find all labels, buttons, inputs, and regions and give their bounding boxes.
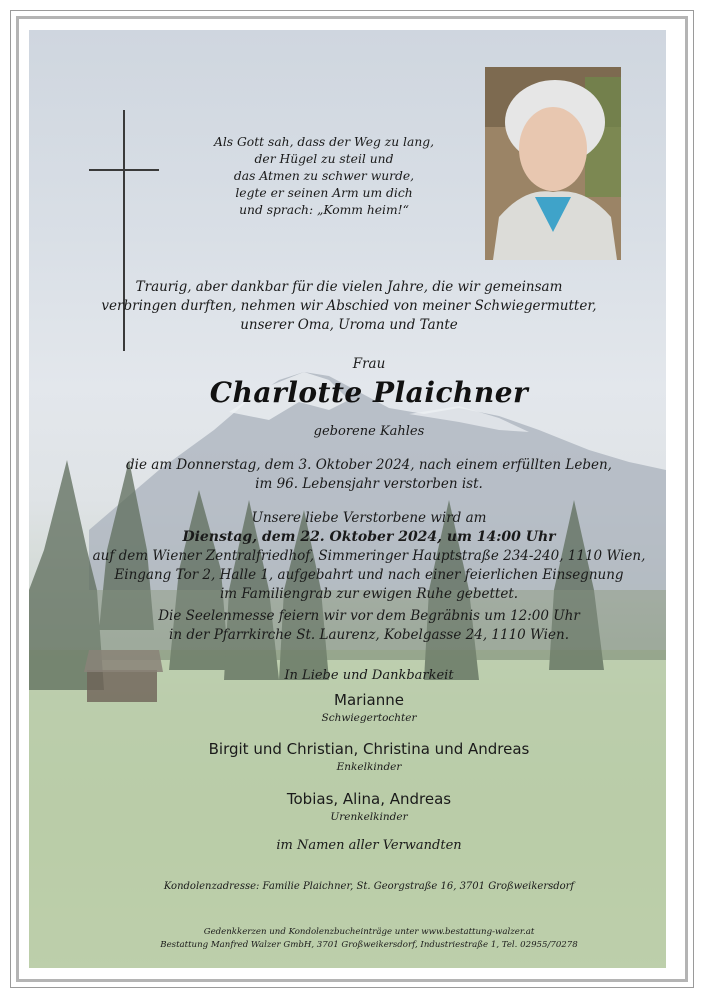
funeral-line: auf dem Wiener Zentralfriedhof, Simmeringer Hauptstraße 234-240, 1110 Wien, bbox=[92, 548, 646, 564]
deceased-name: Charlotte Plaichner bbox=[209, 376, 529, 409]
death-notice-line: im 96. Lebensjahr verstorben ist. bbox=[255, 476, 483, 492]
obituary-content bbox=[29, 30, 666, 968]
salutation: Frau bbox=[352, 356, 386, 372]
death-notice-line: die am Donnerstag, dem 3. Oktober 2024, nach einem erfüllten Leben, bbox=[126, 457, 612, 473]
funeral-info bbox=[69, 509, 666, 604]
intro-line: unserer Oma, Uroma und Tante bbox=[240, 317, 458, 333]
poem bbox=[179, 134, 469, 219]
mourner-relation: Schwiegertochter bbox=[321, 712, 417, 724]
funeral-intro: Unsere liebe Verstorbene wird am bbox=[251, 510, 487, 526]
portrait-photo bbox=[485, 67, 621, 260]
poem-line: und sprach: „Komm heim!“ bbox=[239, 203, 409, 217]
mourner-names: Tobias, Alina, Andreas bbox=[286, 790, 452, 808]
background-panel bbox=[29, 30, 666, 968]
mourner-relation: Urenkelkinder bbox=[330, 811, 408, 823]
birth-name: geborene Kahles bbox=[313, 424, 425, 439]
poem-line: Als Gott sah, dass der Weg zu lang, bbox=[213, 135, 435, 149]
cross-icon-bar bbox=[89, 169, 159, 171]
condolence-address: Kondolenzadresse: Familie Plaichner, St. Georgstraße 16, 3701 Großweikersdorf bbox=[163, 881, 575, 892]
poem-line: der Hügel zu steil und bbox=[254, 152, 394, 166]
death-notice bbox=[69, 456, 666, 494]
mourner-names: Birgit und Christian, Christina und Andreas bbox=[208, 740, 530, 758]
funeral-date: Dienstag, dem 22. Oktober 2024, um 14:00 Uhr bbox=[182, 529, 556, 545]
poem-line: das Atmen zu schwer wurde, bbox=[233, 169, 415, 183]
footer-line: Bestattung Manfred Walzer GmbH, 3701 Großweikersdorf, Industriestraße 1, Tel. 02955/70278 bbox=[160, 940, 578, 950]
family-line: im Namen aller Verwandten bbox=[276, 838, 462, 853]
intro-text bbox=[89, 278, 609, 335]
mass-line: Die Seelenmesse feiern wir vor dem Begräbnis um 12:00 Uhr bbox=[158, 608, 580, 624]
mass-line: in der Pfarrkirche St. Laurenz, Kobelgasse 24, 1110 Wien. bbox=[169, 627, 569, 643]
funeral-line: Eingang Tor 2, Halle 1, aufgebahrt und nach einer feierlichen Einsegnung bbox=[114, 567, 624, 583]
mourners-intro: In Liebe und Dankbarkeit bbox=[284, 668, 454, 683]
footer bbox=[69, 926, 666, 952]
mass-info bbox=[69, 607, 666, 645]
portrait-illustration bbox=[485, 67, 621, 260]
intro-line: verbringen durften, nehmen wir Abschied von meiner Schwiegermutter, bbox=[101, 298, 597, 314]
poem-line: legte er seinen Arm um dich bbox=[235, 186, 413, 200]
mourner-relation: Enkelkinder bbox=[336, 761, 402, 773]
mourner-names: Marianne bbox=[334, 691, 404, 709]
intro-line: Traurig, aber dankbar für die vielen Jahre, die wir gemeinsam bbox=[135, 279, 563, 295]
footer-line: Gedenkkerzen und Kondolenzbucheinträge unter www.bestattung-walzer.at bbox=[203, 927, 535, 937]
funeral-line: im Familiengrab zur ewigen Ruhe gebettet. bbox=[219, 586, 519, 602]
